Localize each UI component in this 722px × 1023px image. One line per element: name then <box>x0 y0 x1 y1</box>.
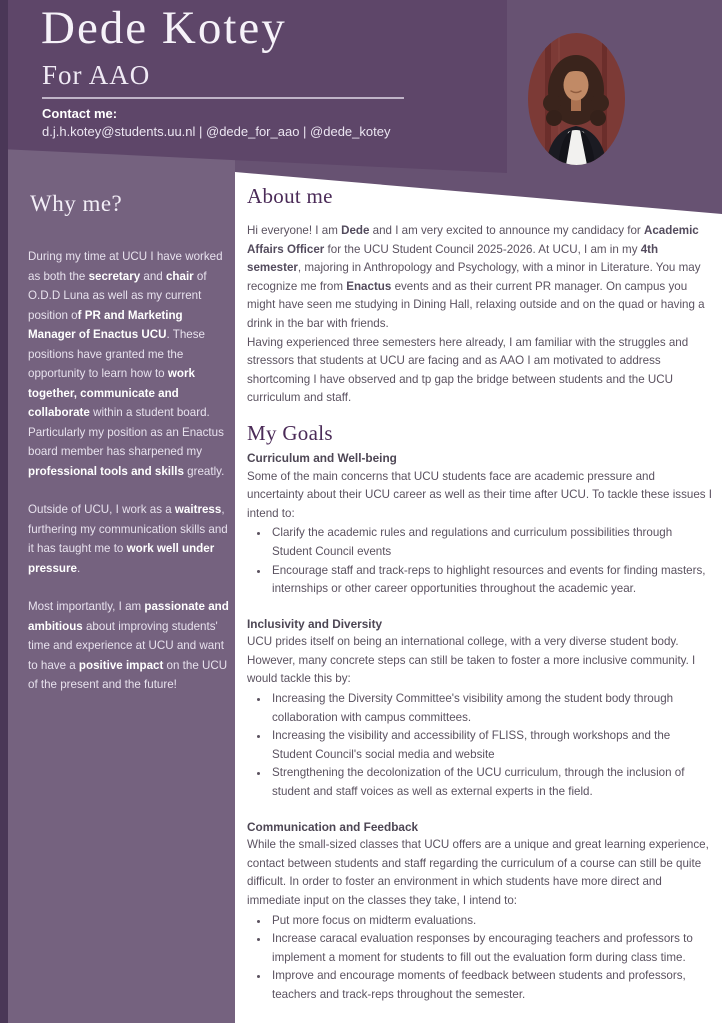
candidate-photo <box>528 33 625 165</box>
about-me-heading: About me <box>247 184 333 208</box>
goal-bullets-inclusivity <box>247 690 713 802</box>
goal-bullet: • Increasing the Diversity Committee's visibility among the student body through collaboration with campus committees. <box>270 690 713 727</box>
goal-title-curriculum: Curriculum and Well-being <box>247 450 397 465</box>
contact-label: Contact me: <box>42 106 118 121</box>
goal-title-inclusivity: Inclusivity and Diversity <box>247 616 383 631</box>
why-me-heading: Why me? <box>30 191 123 216</box>
main-section <box>247 183 713 1005</box>
goal-intro-communication: While the small-sized classes that UCU offers are a unique and great learning experience, contact between students and staff regarding the curriculum of a course can still be quite difficult. In order to foster an environment in which students have more direct and immediate input on the classes they take, I intend to: <box>247 838 709 907</box>
candidate-name: Dede Kotey <box>41 2 287 54</box>
goal-bullet: • Clarify the academic rules and regulations and curriculum possibilities through Student Council events <box>270 524 713 561</box>
goal-bullet: • Strengthening the decolonization of the UCU curriculum, through the inclusion of student and staff voices as well as external experts in the field. <box>270 764 713 801</box>
goal-section-inclusivity <box>247 615 713 802</box>
goal-bullet: • Increase caracal evaluation responses by encouraging teachers and professors to implement a moment for students to fill out the evaluation form during class time. <box>270 930 713 967</box>
goal-intro-inclusivity: UCU prides itself on being an international college, with a very diverse student body. However, many concrete steps can still be taken to foster a more inclusive community. I would tackle this by: <box>247 635 696 686</box>
goal-bullet: • Increasing the visibility and accessibility of FLISS, through workshops and the Student Council's social media and website <box>270 727 713 764</box>
goal-section-communication <box>247 818 713 1005</box>
why-me-section <box>28 247 232 695</box>
why-me-paragraph-1: During my time at UCU I have worked as both the secretary and chair of O.D.D Luna as well as my current position of PR and Marketing Manager of Enactus UCU. These positions have granted me the opportunity to learn how to work together, communicate and collaborate within a student board. Particularly my position as an Enactus board member has sharpened my professional tools and skills greatly. <box>28 250 225 478</box>
my-goals-heading: My Goals <box>247 420 333 445</box>
goal-intro-curriculum: Some of the main concerns that UCU students face are academic pressure and uncertainty about their UCU career as well as their time after UCU. To tackle these issues I intend to: <box>247 469 713 520</box>
header-divider <box>42 97 404 99</box>
goal-bullet: • Improve and encourage moments of feedback between students and professors, teachers and track-reps throughout the semester. <box>270 967 713 1004</box>
goal-bullets-curriculum <box>247 524 713 598</box>
goal-title-communication: Communication and Feedback <box>247 819 419 834</box>
goal-bullet: • Put more focus on midterm evaluations. <box>270 912 713 931</box>
goal-bullet: • Encourage staff and track-reps to highlight resources and events for finding masters, internships or other career opportunities throughout the academic year. <box>270 562 713 599</box>
why-me-paragraph-3: Most importantly, I am passionate and ambitious about improving students' time and experience at UCU and want to have a positive impact on the UCU of the present and the future! <box>28 600 229 691</box>
why-me-paragraph-2: Outside of UCU, I work as a waitress, furthering my communication skills and it has taught me to work well under pressure. <box>28 503 228 575</box>
goal-section-curriculum <box>247 449 713 599</box>
left-edge-strip <box>0 0 8 1023</box>
goal-bullets-communication <box>247 912 713 1005</box>
contact-details: d.j.h.kotey@students.uu.nl | @dede_for_aao | @dede_kotey <box>42 124 391 139</box>
about-me-paragraph: Hi everyone! I am Dede and I am very excited to announce my candidacy for Academic Affairs Officer for the UCU Student Council 2025-2026. At UCU, I am in my 4th semester, majoring in Anthropology and Psychology, with a minor in Literature. You may recognize me from Enactus events and as their current PR manager. On campus you might have seen me studying in Dining Hall, relaxing outside and on the quad or having a drink in the bar with friends. Having experienced three semesters here already, I am familiar with the struggles and stressors that students at UCU are facing and as AAO I am motivated to address shortcoming I have observed and tp gap the bridge between students and the UCU curriculum and staff. <box>247 224 705 405</box>
campaign-subtitle: For AAO <box>42 60 151 90</box>
portrait-illustration <box>528 33 625 165</box>
